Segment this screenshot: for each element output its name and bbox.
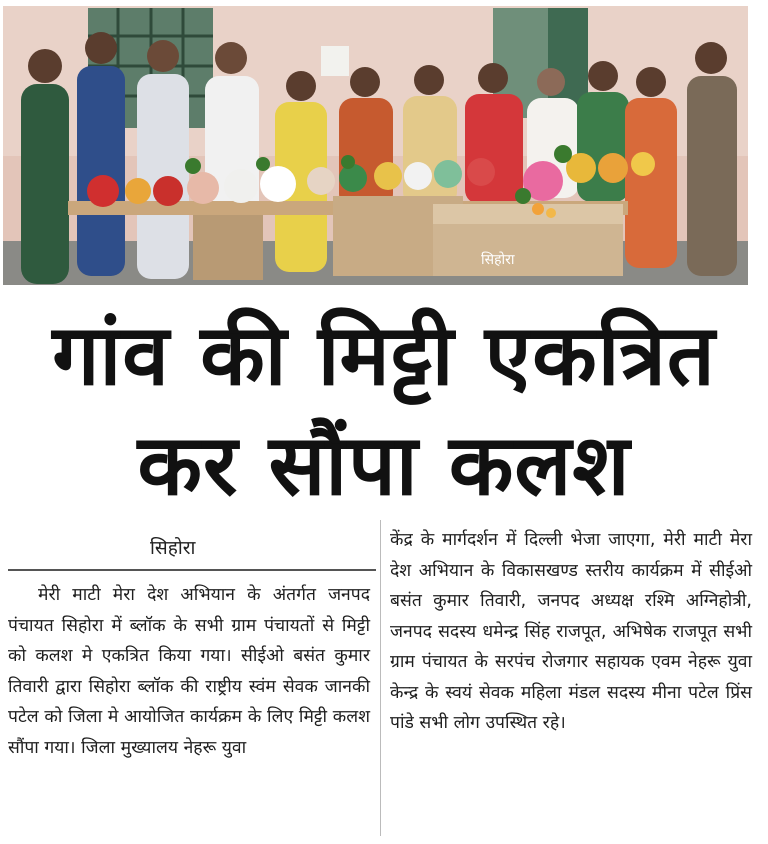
dateline: सिहोरा [150, 537, 196, 559]
headline-line-1: गांव की मिट्टी एकत्रित [52, 306, 716, 404]
dateline-rule [8, 569, 376, 571]
article-right-column: केंद्र के मार्गदर्शन में दिल्ली भेजा जाएगा, मेरी माटी मेरा देश अभियान के विकासखण्ड स्तरीय कार्यक्रम में सीईओ बसंत कुमार तिवारी, जनपद अध्यक्ष रश्मि अग्निहोत्री, जनपद सदस्य धमेन्द्र सिंह राजपूत, अभिषेक राजपूत सभी ग्राम पंचायत के सरपंच रोजगार सहायक एवम नेहरू युवा केन्द्र के स्वयं सेवक महिला मंडल सदस्य मीना पटेल प्रिंस पांडे सभी लोग उपस्थित रहे। [390, 530, 752, 733]
group-photo-with-kalash-pots [3, 6, 748, 285]
article-left-column: मेरी माटी मेरा देश अभियान के अंतर्गत जनपद पंचायत सिहोरा में ब्लॉक के सभी ग्राम पंचायतों से मिट्टी को कलश मे एकत्रित किया गया। सीईओ बसंत कुमार तिवारी द्वारा सिहोरा ब्लॉक की राष्ट्रीय स्वंम सेवक जानकी पटेल को जिला मे आयोजित कार्यक्रम के लिए मिट्टी कलश सौंपा गया। जिला मुख्यालय नेहरू युवा [8, 585, 370, 758]
news-photo [3, 6, 748, 285]
headline-line-2: कर सौंपा कलश [137, 416, 631, 514]
banner-text: सिहोरा [481, 252, 515, 268]
column-divider [380, 520, 381, 836]
